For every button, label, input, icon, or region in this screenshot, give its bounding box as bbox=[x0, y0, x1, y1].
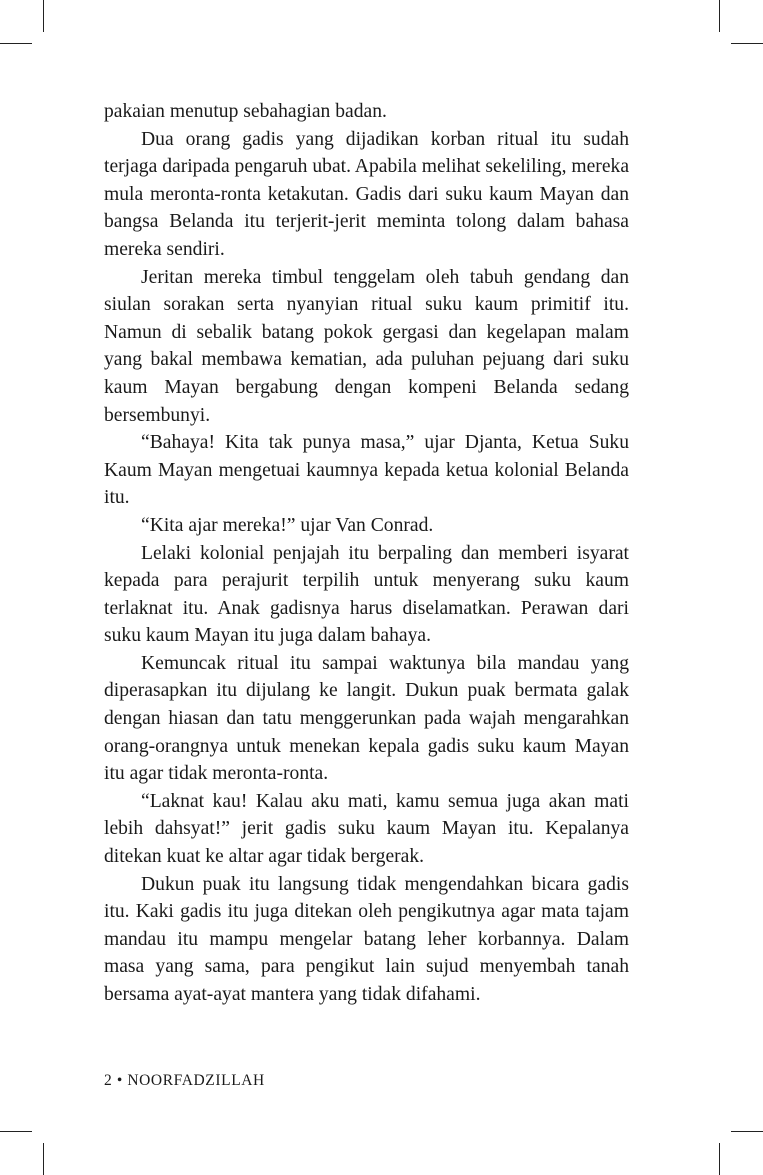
crop-mark-bottom-left-horizontal bbox=[0, 1131, 32, 1132]
paragraph: Kemuncak ritual itu sampai waktunya bila mandau yang diperasapkan itu dijulang ke langit. Dukun puak bermata galak dengan hiasan dan tatu menggerunkan pada wajah mengarahkan orang-orangnya untuk menekan kepala gadis suku kaum Mayan itu agar tidak meronta-ronta. bbox=[104, 652, 629, 785]
page-footer: 2 • NOORFADZILLAH bbox=[104, 1072, 265, 1089]
crop-mark-top-right-horizontal bbox=[731, 43, 763, 44]
crop-mark-bottom-left-vertical bbox=[43, 1143, 44, 1175]
crop-mark-top-left-vertical bbox=[43, 0, 44, 32]
paragraph: “Bahaya! Kita tak punya masa,” ujar Djanta, Ketua Suku Kaum Mayan mengetuai kaumnya kepada ketua kolonial Belanda itu. bbox=[104, 432, 629, 509]
paragraph: Jeritan mereka timbul tenggelam oleh tabuh gendang dan siulan sorakan serta nyanyian ritual suku kaum primitif itu. Namun di sebalik batang pokok gergasi dan kegelapan malam yang bakal membawa kematian, ada puluhan pejuang dari suku kaum Mayan bergabung dengan kompeni Belanda sedang bersembunyi. bbox=[104, 266, 629, 426]
crop-mark-bottom-right-vertical bbox=[719, 1143, 720, 1175]
paragraph: “Kita ajar mereka!” ujar Van Conrad. bbox=[141, 514, 434, 536]
paragraph: pakaian menutup sebahagian badan. bbox=[104, 101, 387, 122]
paragraph: “Laknat kau! Kalau aku mati, kamu semua juga akan mati lebih dahsyat!” jerit gadis suku kaum Mayan itu. Kepalanya ditekan kuat ke altar agar tidak bergerak. bbox=[104, 790, 629, 868]
paragraph: Lelaki kolonial penjajah itu berpaling dan memberi isyarat kepada para perajurit terpilih untuk menyerang suku kaum terlaknat itu. Anak gadisnya harus diselamatkan. Perawan dari suku kaum Mayan itu juga dalam bahaya. bbox=[104, 542, 629, 647]
paragraph: Dukun puak itu langsung tidak mengendahkan bicara gadis itu. Kaki gadis itu juga ditekan oleh pengikutnya agar mata tajam mandau itu mampu mengelar batang leher korbannya. Dalam masa yang sama, para pengikut lain sujud menyembah tanah bersama ayat-ayat mantera yang tidak difahami. bbox=[104, 873, 629, 1005]
paragraph: Dua orang gadis yang dijadikan korban ritual itu sudah terjaga daripada pengaruh ubat. Apabila melihat sekeliling, mereka mula meronta-ronta ketakutan. Gadis dari suku kaum Mayan dan bangsa Belanda itu terjerit-jerit meminta tolong dalam bahasa mereka sendiri. bbox=[104, 128, 630, 260]
body-text bbox=[104, 98, 629, 1009]
crop-mark-top-left-horizontal bbox=[0, 43, 32, 44]
crop-mark-bottom-right-horizontal bbox=[731, 1131, 763, 1132]
crop-mark-top-right-vertical bbox=[719, 0, 720, 32]
